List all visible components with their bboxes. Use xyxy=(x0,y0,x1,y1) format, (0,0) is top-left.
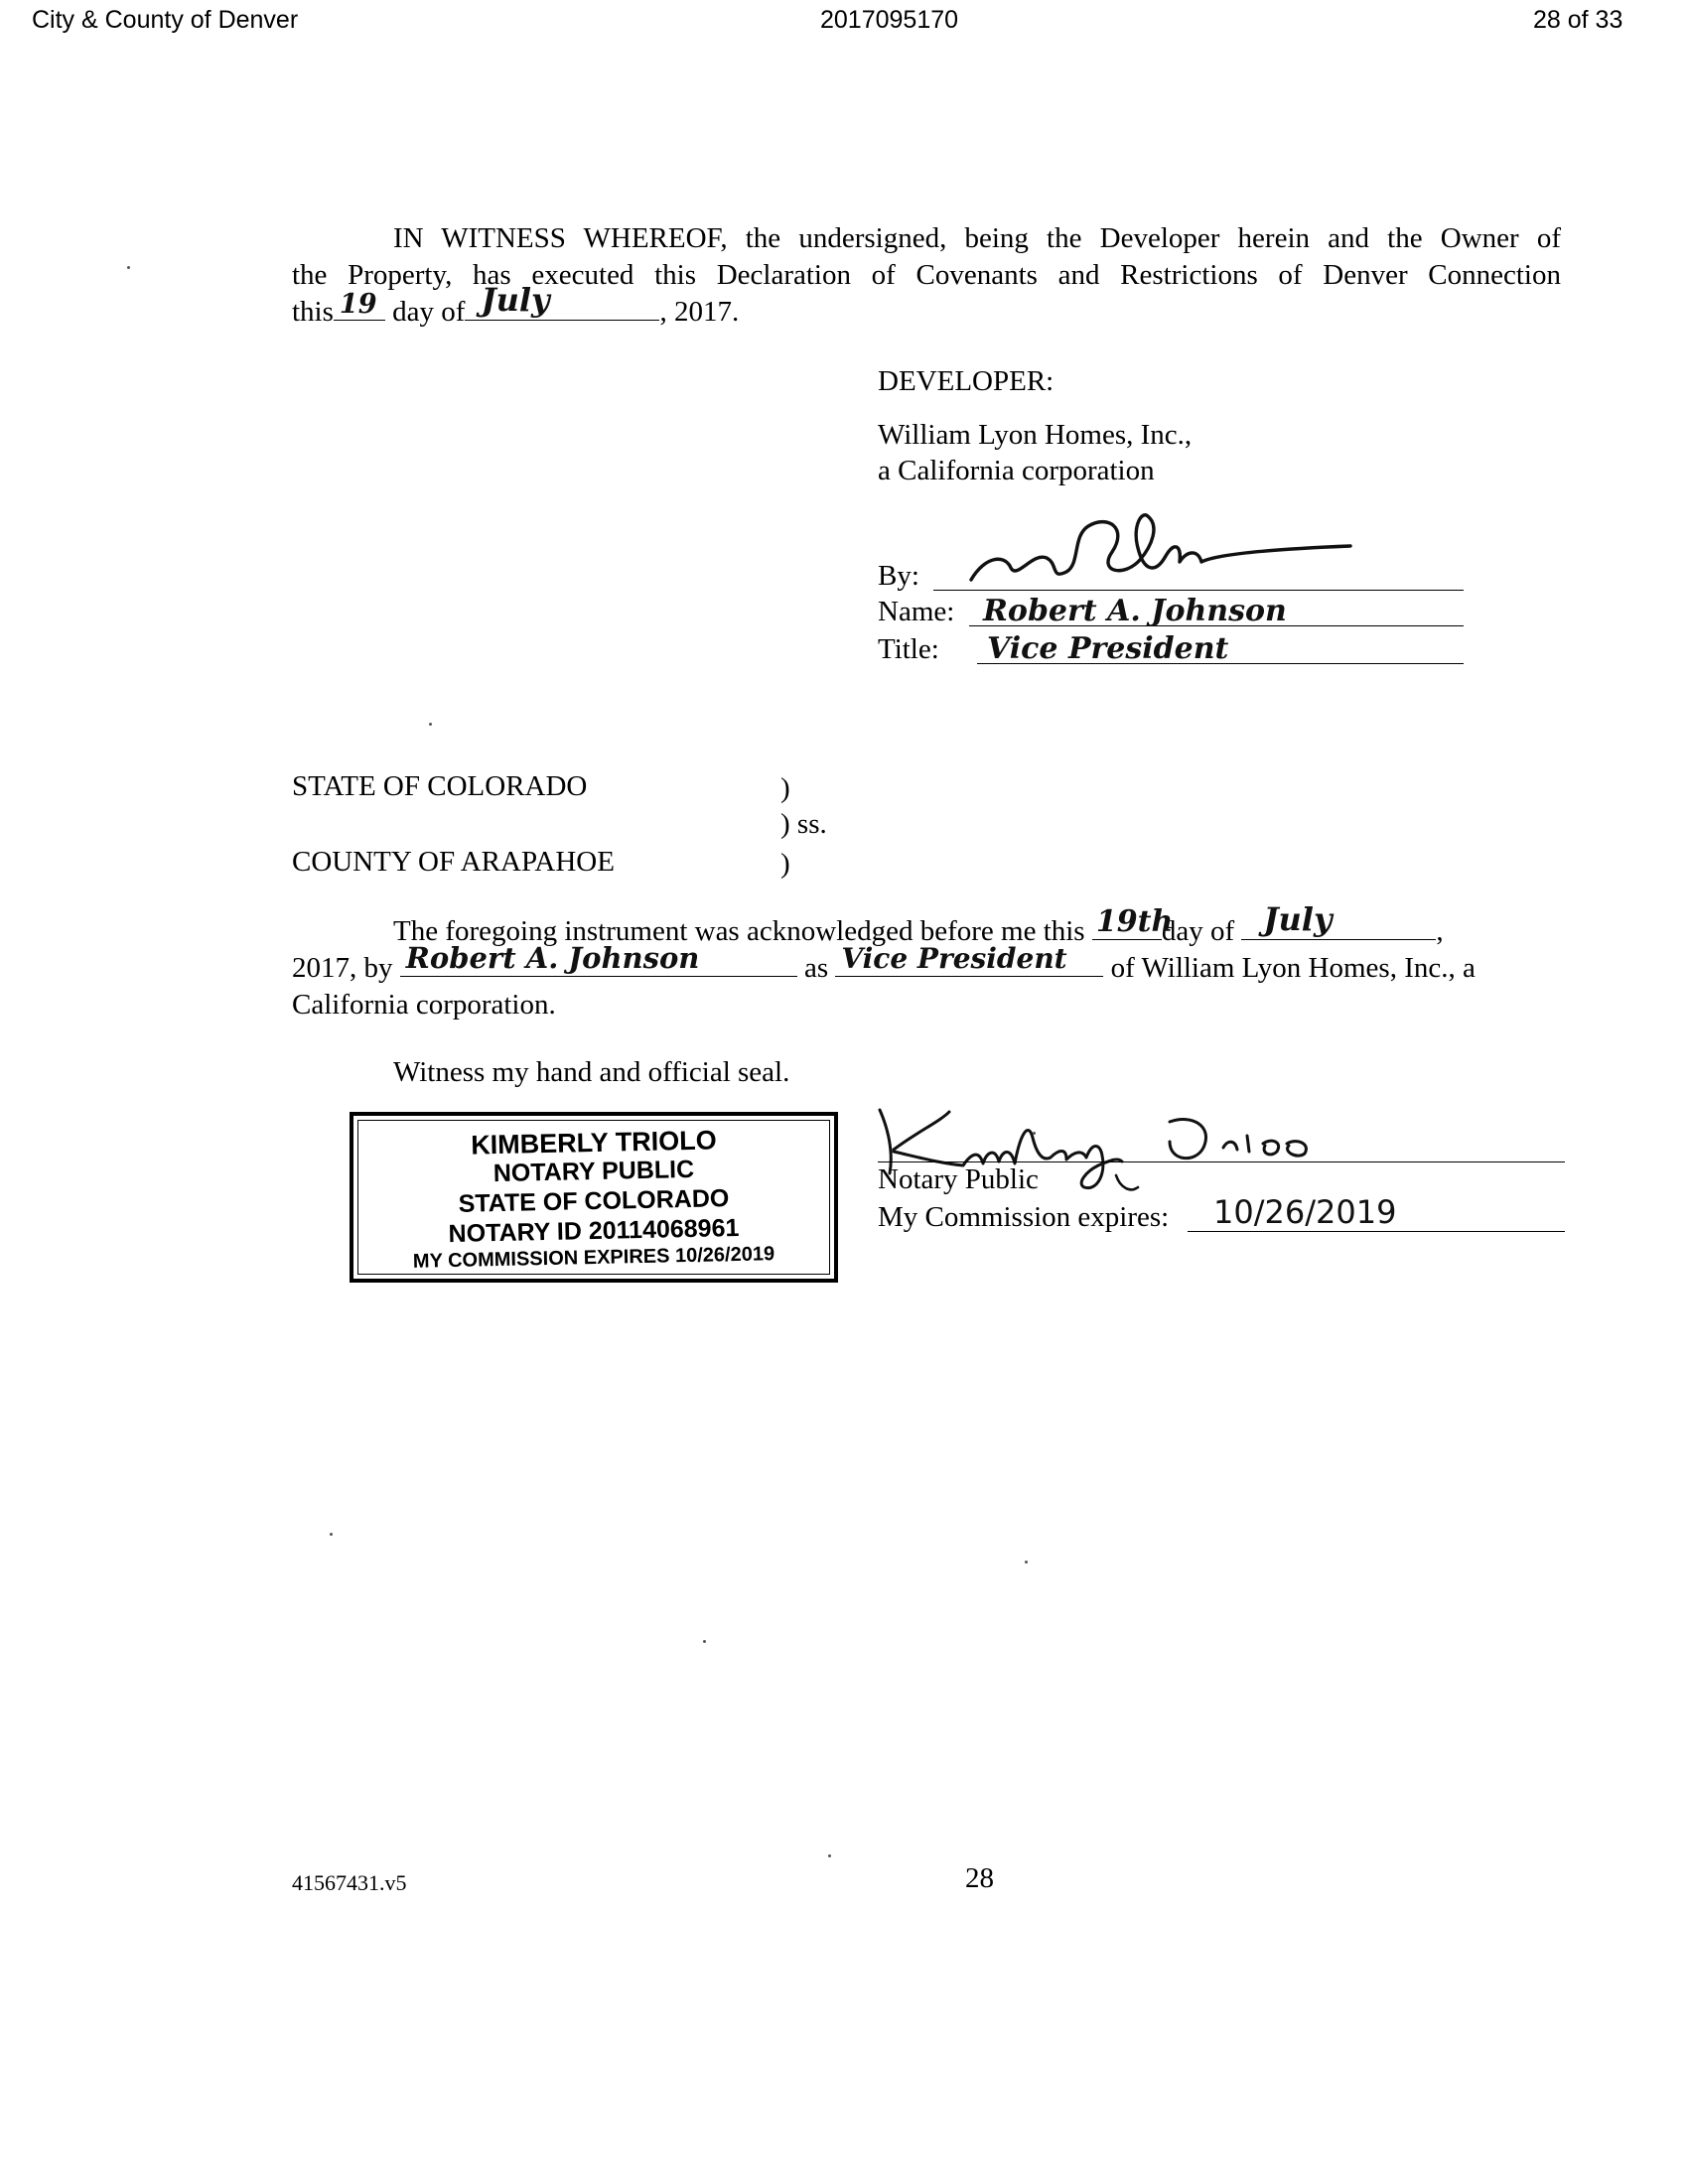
scan-speck xyxy=(1025,1561,1028,1564)
scan-speck xyxy=(127,266,130,269)
stamp-line-1: KIMBERLY TRIOLO xyxy=(470,1125,718,1160)
day-of-label: day of xyxy=(392,296,466,328)
title-label: Title: xyxy=(878,633,939,665)
header-center: 2017095170 xyxy=(820,6,959,34)
this-label: this xyxy=(292,296,334,328)
witness-line-1: IN WITNESS WHEREOF, the undersigned, being the Developer herein and the Owner of xyxy=(393,222,1561,254)
scan-speck xyxy=(1033,1132,1036,1135)
stamp-line-2: NOTARY PUBLIC xyxy=(492,1155,695,1188)
day-handwriting: 19 xyxy=(339,289,377,320)
header-right: 28 of 33 xyxy=(1533,6,1623,34)
name-label: Name: xyxy=(878,596,955,627)
state-label: STATE OF COLORADO xyxy=(292,770,588,802)
county-label: COUNTY OF ARAPAHOE xyxy=(292,846,615,878)
ack-company: of William Lyon Homes, Inc., a xyxy=(1110,952,1476,984)
month-blank xyxy=(465,281,659,321)
ack-day-handwriting: 19th xyxy=(1095,904,1174,939)
ack-by: 2017, by xyxy=(292,952,393,984)
title-handwriting: Vice President xyxy=(987,631,1229,666)
scan-speck xyxy=(703,1640,706,1643)
ack-day-of: day of xyxy=(1161,915,1235,947)
scan-speck xyxy=(330,1533,333,1536)
stamp-line-4: NOTARY ID 20114068961 xyxy=(448,1213,740,1249)
developer-corp-type: a California corporation xyxy=(878,455,1155,486)
notary-public-label: Notary Public xyxy=(878,1163,1039,1195)
developer-heading: DEVELOPER: xyxy=(878,365,1055,397)
month-handwriting: July xyxy=(481,281,550,319)
venue-paren-1: ) xyxy=(780,772,790,804)
ack-name-handwriting: Robert A. Johnson xyxy=(405,941,700,975)
year-label: , 2017. xyxy=(659,296,740,328)
ack-month-handwriting: July xyxy=(1263,900,1333,938)
witness-line-2: the Property, has executed this Declaration of Covenants and Restrictions of Denver Connection xyxy=(292,259,1561,291)
ack-title-handwriting: Vice President xyxy=(841,942,1067,975)
by-line xyxy=(933,590,1464,591)
stamp-line-5: MY COMMISSION EXPIRES 10/26/2019 xyxy=(412,1243,775,1273)
footer-page-number: 28 xyxy=(965,1862,994,1894)
scan-speck xyxy=(429,723,432,726)
ack-month-blank xyxy=(1241,900,1436,940)
ack-as: as xyxy=(804,952,829,984)
seal-text: Witness my hand and official seal. xyxy=(393,1056,790,1088)
ack-title-blank xyxy=(835,942,1103,977)
ack-name-blank xyxy=(400,941,797,977)
ack-line-3: California corporation. xyxy=(292,989,556,1021)
venue-ss: ) ss. xyxy=(780,808,827,840)
by-label: By: xyxy=(878,560,919,592)
scan-speck xyxy=(828,1854,831,1857)
commission-line xyxy=(1188,1231,1565,1232)
notary-stamp xyxy=(350,1112,838,1283)
ack-day-blank xyxy=(1092,904,1174,940)
ack-intro: The foregoing instrument was acknowledged before me this xyxy=(393,915,1085,947)
stamp-line-3: STATE OF COLORADO xyxy=(458,1184,730,1218)
name-handwriting: Robert A. Johnson xyxy=(983,594,1287,628)
commission-handwriting: 10/26/2019 xyxy=(1213,1193,1397,1231)
venue-paren-2: ) xyxy=(780,848,790,880)
commission-label: My Commission expires: xyxy=(878,1201,1170,1233)
header-left: City & County of Denver xyxy=(32,6,299,34)
footer-doc-id: 41567431.v5 xyxy=(292,1870,407,1895)
developer-company: William Lyon Homes, Inc., xyxy=(878,419,1193,451)
day-blank xyxy=(334,289,385,321)
witness-line-3 xyxy=(292,281,1285,331)
ack-line1-end: , xyxy=(1436,915,1444,947)
ack-line-2 xyxy=(292,941,1573,987)
